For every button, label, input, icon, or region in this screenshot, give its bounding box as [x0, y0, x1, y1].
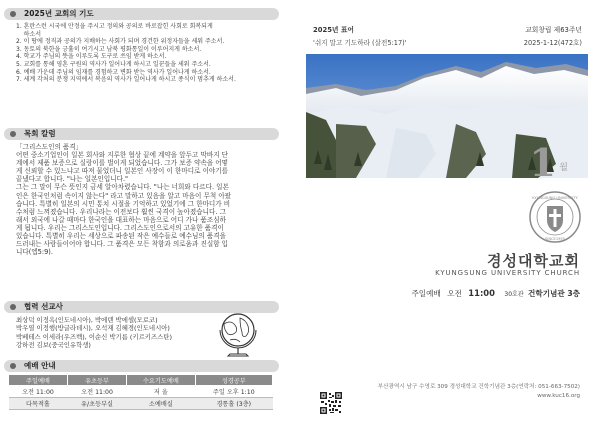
- column-body: [16, 143, 279, 256]
- church-address: 부산광역시 남구 수영로 309 경성대학교 건학기념관 3층(연락처: 051-663-7502): [377, 384, 580, 390]
- bullet-icon: [10, 131, 16, 137]
- church-emblem-icon: [528, 190, 582, 244]
- schedule-col-header: 수요기도예배: [127, 375, 195, 386]
- qr-code-icon[interactable]: [320, 392, 342, 414]
- church-name: 경성대학교회: [487, 252, 580, 270]
- column-line: 드러내는 사람들이어야 합니다. 그 품격은 모든 착함과 의로움과 진실함 입: [16, 240, 229, 249]
- prayer-section: [4, 8, 279, 84]
- schedule-col-header: 유초등부: [67, 375, 126, 386]
- theme-label: 2025년 표어: [313, 26, 354, 34]
- schedule-cell: 소예배실: [127, 398, 195, 410]
- month-unit: 월: [559, 163, 568, 173]
- globe-icon: [216, 310, 260, 360]
- service-label: 주일예배: [411, 289, 441, 298]
- column-line: 끝냈다고 합니다. "나는 일본인입니다.": [16, 175, 129, 184]
- church-name-en: KYUNGSUNG UNIVERSITY CHURCH: [435, 269, 580, 277]
- schedule-cell: 저 울: [127, 386, 195, 398]
- service-info: [411, 288, 580, 299]
- schedule-cell: 다목적홀: [9, 398, 68, 410]
- schedule-cell: 오전 11:00: [67, 386, 126, 398]
- church-website[interactable]: www.kuc16.org: [537, 393, 580, 399]
- column-line: 니다(엡5:9).: [16, 248, 53, 257]
- service-time: 11:00: [468, 288, 495, 298]
- column-line: 래서 외국에 나갈 때마다 한국인을 대표하는 마음으로 어디 가나 품조심하: [16, 215, 226, 224]
- table-row: [9, 398, 273, 410]
- column-line: 있습니다. 특별히 우리는 세상으로 파송된 작은 예수들로 예수님의 품격을: [16, 232, 226, 241]
- schedule-header-label: 예배 안내: [24, 361, 56, 370]
- schedule-header: [4, 360, 279, 372]
- schedule-col-header: 주일예배: [9, 375, 68, 386]
- column-line: 어떤 중소기업인이 일본 회사와 지루한 협상 끝에 계약을 앞두고 막바지 단: [16, 151, 229, 160]
- service-room: 30호관: [504, 291, 524, 298]
- schedule-section: [4, 360, 279, 372]
- prayer-item: 6. 예배 가운데 주님의 임재를 경험하고 변화 받는 역사가 일어나게 하소서.: [16, 68, 211, 76]
- month-number: 1: [529, 140, 556, 185]
- column-header: [4, 128, 279, 140]
- prayer-item: 7. 세계 각처의 분쟁 지역에서 복음의 역사가 일어나게 하시고 종식이 멈추게 하소서.: [16, 76, 236, 84]
- column-line: 습니다. 특별히 일본의 시민 통치 시절을 기억하고 있었기에 그 한마디가 비: [16, 199, 231, 208]
- pastor-column-section: [4, 128, 279, 256]
- prayer-header-label: 2025년 교회의 기도: [24, 9, 94, 18]
- prayer-item: 5. 교회를 통해 영혼 구원의 역사가 일어나게 하시고 일꾼들을 세워 주소서.: [16, 60, 211, 68]
- missionary-item: 최상덕 이정옥(인도네시아), 박에덴 박에셀(모로코): [16, 316, 158, 324]
- missionaries-header-label: 협력 선교사: [24, 302, 63, 311]
- bullet-icon: [10, 304, 16, 310]
- prayer-item: 2. 이 땅에 정직과 공의가 지배하는 사회가 되며 경건한 위정자들을 세워 주소서.: [16, 38, 225, 46]
- column-line: 인은 한국인처럼 속이지 않는다" 라고 말하고 있음을 알고 마음이 무척 아팠: [16, 191, 232, 200]
- missionary-item: 박우열 이정행(방글라데시), 오석재 김혜경(인도네시아): [16, 324, 170, 333]
- service-place: 건학기념관 3층: [528, 289, 580, 298]
- emblem-text-bottom: SINCE1955: [545, 237, 565, 241]
- theme-text: '쉬지 말고 기도하라 (살전5:17)': [313, 39, 407, 47]
- prayer-item: 하소서: [16, 30, 42, 38]
- schedule-col-header: 성경공부: [195, 375, 272, 386]
- schedule-table: [8, 374, 273, 410]
- missionary-item: 강하전 김보(중국인유학생): [16, 340, 91, 349]
- column-title: 「그리스도인의 품격」: [16, 143, 83, 151]
- missionary-item: 박베테스 이세라(우즈벡), 이순신 박기름 (키르키즈스탄): [16, 332, 172, 341]
- column-line: 게 됩니다. 우리는 그리스도인입니다. 그리스도인으로서의 고유한 품격이: [16, 223, 224, 232]
- table-row: [9, 386, 273, 398]
- schedule-cell: 주일 오후 1:10: [195, 386, 272, 398]
- prayer-header: [4, 8, 279, 20]
- prayer-item: 4. 학교가 주님의 뜻을 이루도록 도구로 쓰임 받게 하소서.: [16, 53, 167, 61]
- column-line: 계에서 제품 보증으로 실랑이를 벌이게 되었습니다. 그가 보증 약속을 어떻: [16, 159, 229, 168]
- emblem-text-top: KYUNGSUNG UNIVERSITY: [532, 196, 578, 200]
- schedule-header-row: [9, 375, 273, 386]
- column-line: 수처럼 느껴졌습니다. 우리나라는 이전보다 훨씬 국격이 높아졌습니다. 그: [16, 207, 226, 216]
- column-header-label: 목회 칼럼: [24, 129, 56, 138]
- prayer-item: 1. 혼란스런 시국에 안정을 주시고 정의와 공의로 바로잡힌 사회로 회복되게: [16, 23, 213, 30]
- schedule-cell: 오전 11:00: [9, 386, 68, 398]
- column-line: 그는 그 말이 무슨 뜻인지 금세 알아차렸습니다. "나는 너희와 다르다. 일본: [16, 183, 229, 192]
- prayer-item: 3. 동토의 북한을 긍휼히 여기시고 남북 평화통일이 이루어지게 하소서.: [16, 45, 202, 53]
- column-line: 게 신뢰할 수 있느냐고 따져 물었더니 일본인 사장이 이 한마디로 이야기를: [16, 167, 229, 176]
- founding-anniversary: 교회창립 제63주년: [525, 26, 582, 34]
- bullet-icon: [10, 11, 16, 17]
- service-time-prefix: 오전: [447, 289, 462, 298]
- schedule-cell: 유/초등부실: [67, 398, 126, 410]
- prayer-list: [16, 23, 279, 84]
- schedule-cell: 경통홀 (3층): [195, 398, 272, 410]
- bullet-icon: [10, 363, 16, 369]
- issue-date: 2025-1-12(472호): [523, 39, 582, 47]
